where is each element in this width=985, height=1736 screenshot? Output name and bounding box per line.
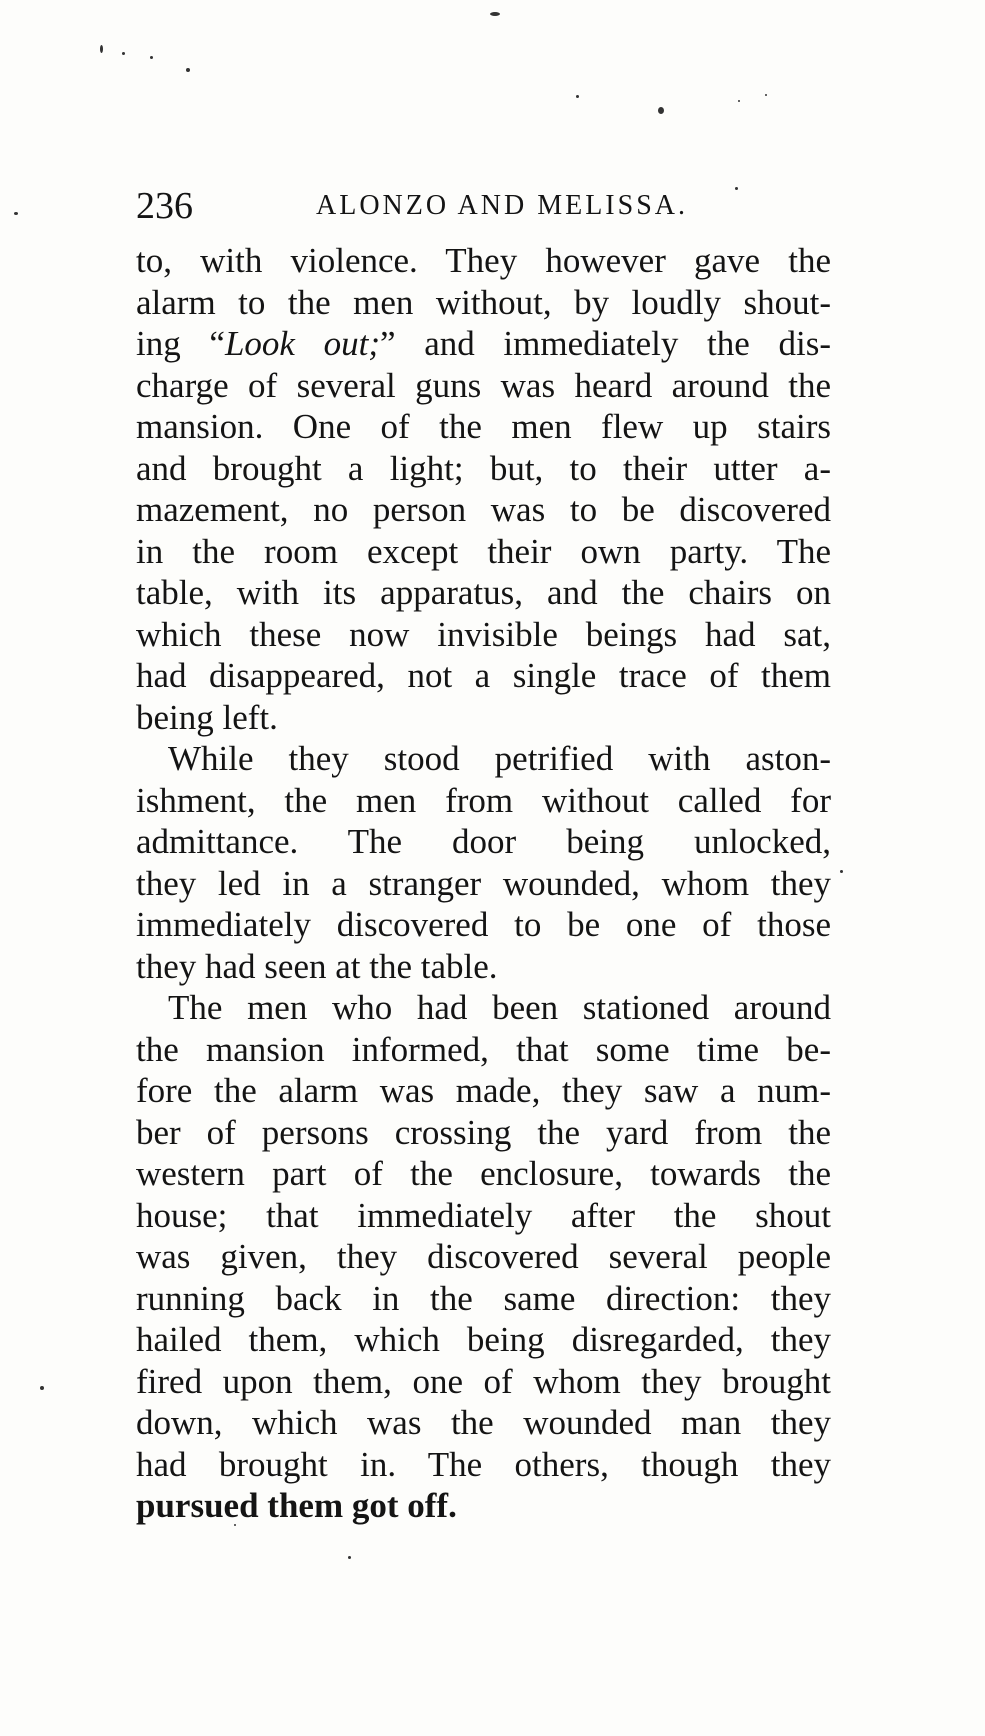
italic-phrase: Look out; — [224, 324, 380, 363]
paragraph-1 — [136, 240, 831, 738]
scan-speck — [100, 45, 103, 53]
scan-speck — [576, 95, 579, 98]
text-fragment: ” and immediately the dis- — [380, 324, 831, 363]
text-line: fore the alarm was made, they saw a num- — [136, 1071, 831, 1110]
text-line: hailed them, which being disregarded, they — [136, 1320, 831, 1359]
scan-speck — [150, 56, 153, 59]
scan-speck — [348, 1556, 351, 1559]
scan-speck — [186, 68, 190, 72]
text-line: was given, they discovered several people — [136, 1237, 831, 1276]
running-head — [136, 182, 856, 230]
scan-speck — [738, 100, 740, 102]
text-line: table, with its apparatus, and the chairs on — [136, 573, 831, 612]
text-line: which these now invisible beings had sat, — [136, 614, 831, 654]
scan-speck — [840, 870, 843, 873]
text-line: being left. — [136, 697, 278, 737]
text-line: fired upon them, one of whom they brought — [136, 1361, 831, 1401]
text-line: down, which was the wounded man they — [136, 1403, 831, 1442]
paragraph-3 — [136, 987, 831, 1527]
text-line: ber of persons crossing the yard from the — [136, 1112, 831, 1152]
text-fragment: ing “ — [136, 324, 225, 363]
body-text — [136, 240, 831, 1527]
text-line: The men who had been stationed around — [168, 988, 831, 1027]
scan-speck — [122, 52, 125, 55]
text-line: house; that immediately after the shout — [136, 1195, 831, 1235]
text-line: running back in the same direction: they — [136, 1278, 831, 1318]
text-line-with-italic — [136, 323, 831, 365]
text-line: in the room except their own party. The — [136, 531, 831, 571]
running-title: ALONZO AND MELISSA. — [316, 190, 688, 221]
text-line: alarm to the men without, by loudly shout- — [136, 282, 831, 322]
text-line: had disappeared, not a single trace of them — [136, 656, 831, 695]
text-line: western part of the enclosure, towards the — [136, 1154, 831, 1193]
text-line: While they stood petrified with aston- — [168, 739, 831, 778]
scan-speck — [765, 94, 767, 96]
text-line: had brought in. The others, though they — [136, 1444, 831, 1484]
text-line: immediately discovered to be one of those — [136, 905, 831, 944]
text-line: to, with violence. They however gave the — [136, 241, 831, 280]
text-line: charge of several guns was heard around the — [136, 365, 831, 405]
scan-speck — [40, 1386, 44, 1390]
text-line: they led in a stranger wounded, whom they — [136, 863, 831, 903]
paragraph-2 — [136, 738, 831, 987]
text-line: mansion. One of the men flew up stairs — [136, 407, 831, 446]
text-line: pursued them got off. — [136, 1486, 457, 1525]
scan-speck — [658, 107, 664, 114]
text-line: admittance. The door being unlocked, — [136, 822, 831, 861]
text-line: and brought a light; but, to their utter a- — [136, 448, 831, 488]
text-line: ishment, the men from without called for — [136, 780, 831, 820]
page-number: 236 — [136, 185, 193, 227]
scan-speck — [490, 12, 500, 16]
text-line: they had seen at the table. — [136, 946, 498, 986]
text-line: mazement, no person was to be discovered — [136, 490, 831, 529]
text-line: the mansion informed, that some time be- — [136, 1029, 831, 1069]
scan-speck — [14, 212, 18, 215]
